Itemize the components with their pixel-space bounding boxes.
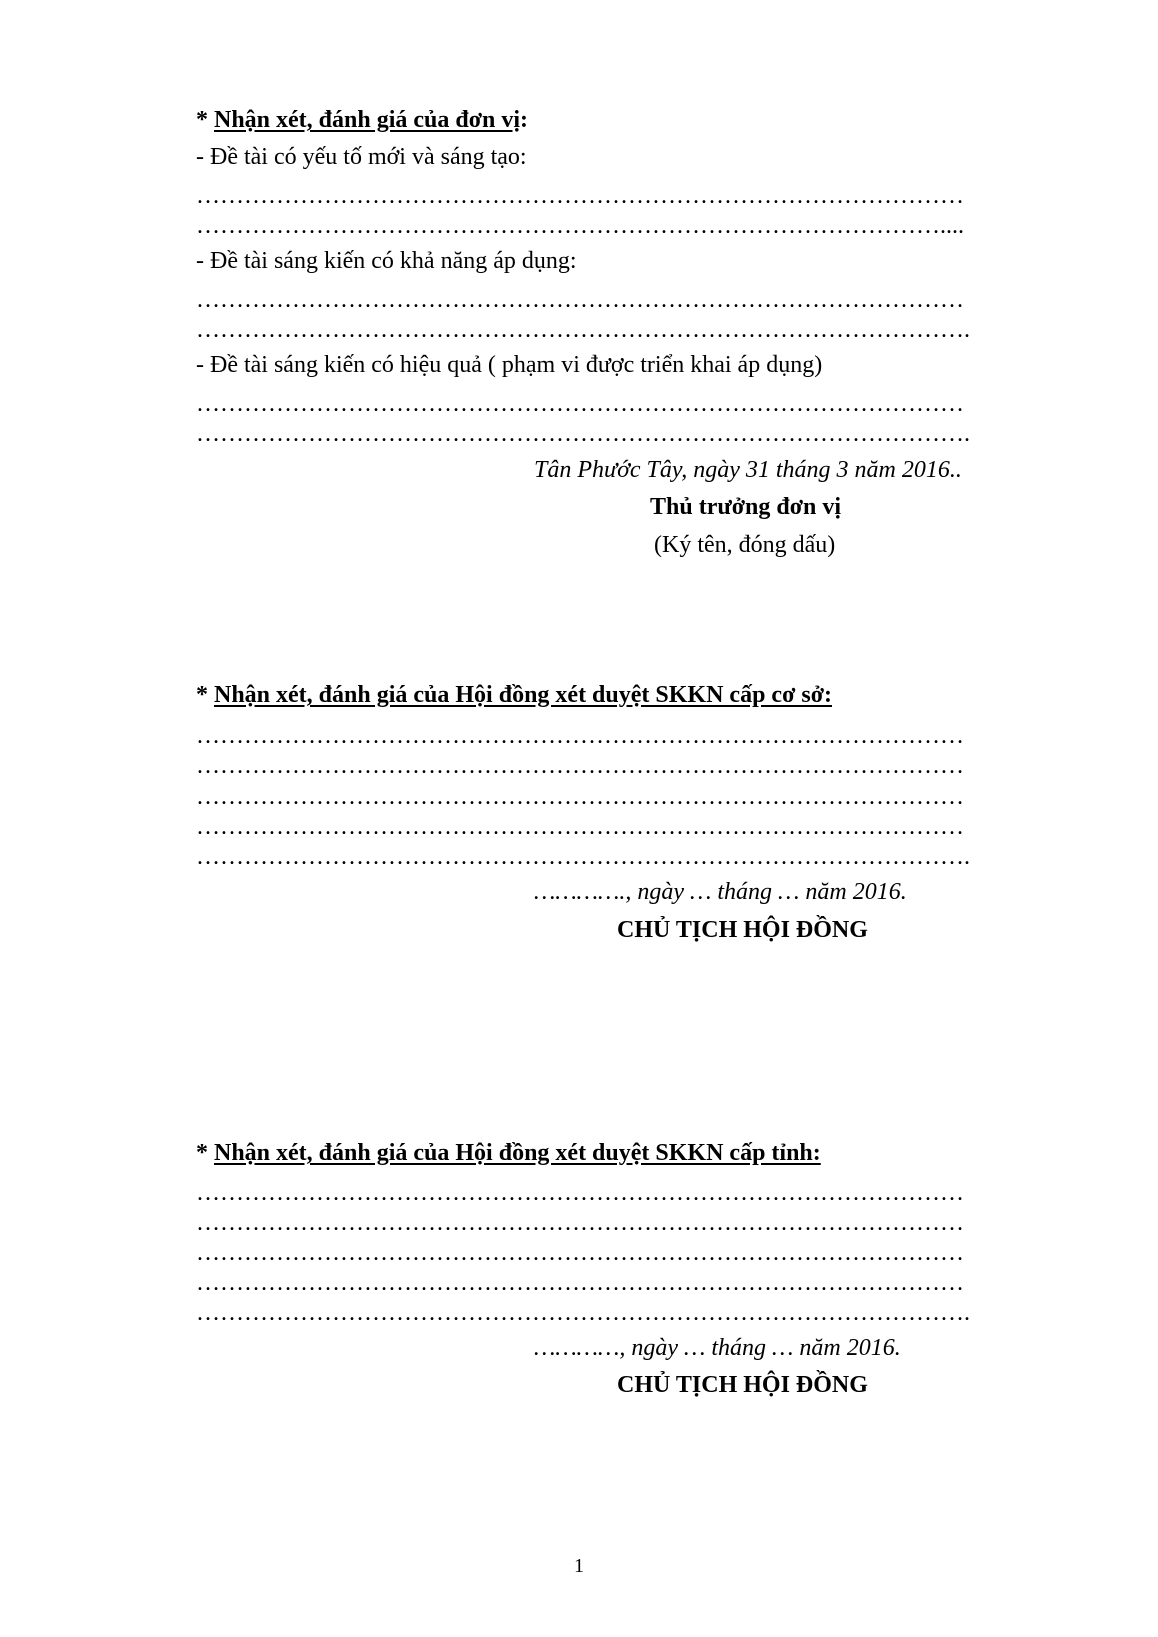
unit-item-novelty-fill-1: …………………………………………………………………………………… [196,183,964,209]
heading-star: * [196,107,214,133]
heading-colon: : [520,107,529,133]
section-unit-heading [196,105,528,135]
heading-text: Nhận xét, đánh giá của Hội đồng xét duyệt SKKN cấp tỉnh: [214,1140,821,1166]
base-date-line: …………., ngày … tháng … năm 2016. [534,879,907,905]
base-signer-title: CHỦ TỊCH HỘI ĐỒNG [617,917,868,943]
base-fill-line: …………………………………………………………………………………… [196,784,964,810]
unit-item-effectiveness-fill-2: ……………………………………………………………………………………. [196,421,970,447]
section-base-heading [196,680,832,710]
unit-item-effectiveness-fill-1: …………………………………………………………………………………… [196,391,964,417]
province-signer-title: CHỦ TỊCH HỘI ĐỒNG [617,1372,868,1398]
heading-text: Nhận xét, đánh giá của đơn vị [214,107,521,133]
unit-item-novelty: - Đề tài có yếu tố mới và sáng tạo: [196,144,527,170]
unit-signer-note: (Ký tên, đóng dấu) [654,532,836,558]
unit-date-line: Tân Phước Tây, ngày 31 tháng 3 năm 2016.. [534,457,962,483]
province-fill-line: …………………………………………………………………………………… [196,1180,964,1206]
base-fill-line: ……………………………………………………………………………………. [196,844,970,870]
heading-star: * [196,682,214,708]
base-fill-line: …………………………………………………………………………………… [196,814,964,840]
base-fill-line: …………………………………………………………………………………… [196,753,964,779]
province-date-line: …………, ngày … tháng … năm 2016. [534,1335,901,1361]
province-fill-line: …………………………………………………………………………………… [196,1210,964,1236]
unit-item-applicability-fill-2: ……………………………………………………………………………………. [196,317,970,343]
province-fill-line: …………………………………………………………………………………… [196,1240,964,1266]
unit-item-applicability-fill-1: …………………………………………………………………………………… [196,287,964,313]
unit-item-effectiveness: - Đề tài sáng kiến có hiệu quả ( phạm vi được triển khai áp dụng) [196,352,823,378]
page-number: 1 [574,1555,584,1577]
unit-item-applicability: - Đề tài sáng kiến có khả năng áp dụng: [196,248,577,274]
heading-star: * [196,1140,214,1166]
province-fill-line: …………………………………………………………………………………… [196,1270,964,1296]
province-fill-line: ……………………………………………………………………………………. [196,1300,970,1326]
unit-signer-title: Thủ trưởng đơn vị [650,494,842,520]
unit-item-novelty-fill-2: ………………………………………………………………………………….... [196,213,964,239]
base-fill-line: …………………………………………………………………………………… [196,723,964,749]
heading-text: Nhận xét, đánh giá của Hội đồng xét duyệt SKKN cấp cơ sở: [214,682,832,708]
section-province-heading [196,1138,821,1168]
